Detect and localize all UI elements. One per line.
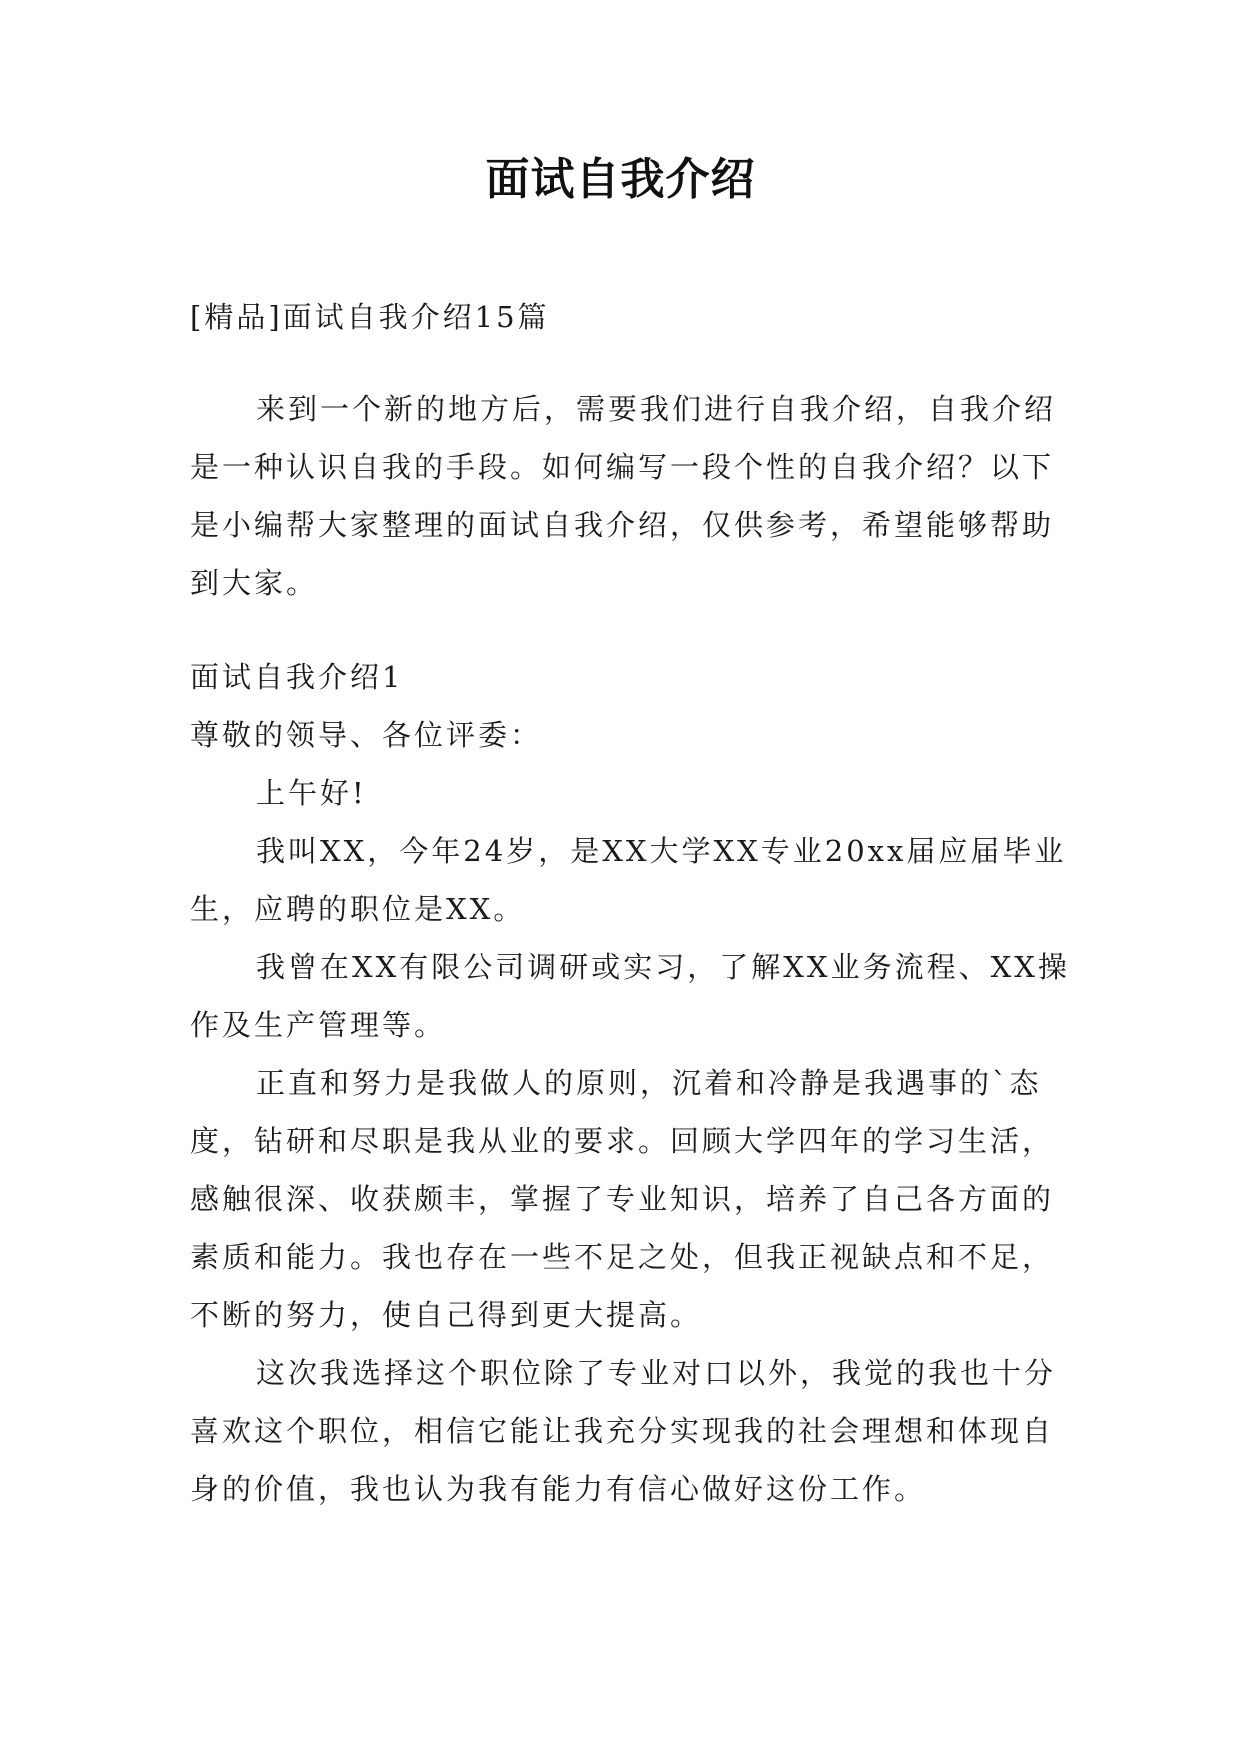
section-heading: 面试自我介绍1 — [190, 660, 404, 694]
intro-paragraph: 来到一个新的地方后，需要我们进行自我介绍，自我介绍是一种认识自我的手段。如何编写一段个性的自我介绍？以下是小编帮大家整理的面试自我介绍，仅供参考，希望能够帮助到大家。 — [190, 392, 1057, 600]
document-body — [190, 288, 1070, 1518]
body-paragraph: 我叫XX，今年24岁，是XX大学XX专业20xx届应届毕业生，应聘的职位是XX。 — [190, 834, 1067, 926]
body-paragraph: 这次我选择这个职位除了专业对口以外，我觉的我也十分喜欢这个职位，相信它能让我充分实现我的社会理想和体现自身的价值，我也认为我有能力有信心做好这份工作。 — [190, 1356, 1057, 1506]
document-title: 面试自我介绍 — [485, 154, 756, 205]
document-subtitle: [精品]面试自我介绍15篇 — [190, 300, 550, 334]
greeting: 上午好! — [256, 776, 367, 810]
body-paragraph: 我曾在XX有限公司调研或实习，了解XX业务流程、XX操作及生产管理等。 — [190, 950, 1070, 1042]
body-paragraph: 正直和努力是我做人的原则，沉着和冷静是我遇事的`态度，钻研和尽职是我从业的要求。回顾大学四年的学习生活，感触很深、收获颇丰，掌握了专业知识，培养了自己各方面的素质和能力。我也存在一些不足之处，但我正视缺点和不足，不断的努力，使自己得到更大提高。 — [190, 1066, 1055, 1332]
salutation: 尊敬的领导、各位评委： — [190, 718, 543, 752]
